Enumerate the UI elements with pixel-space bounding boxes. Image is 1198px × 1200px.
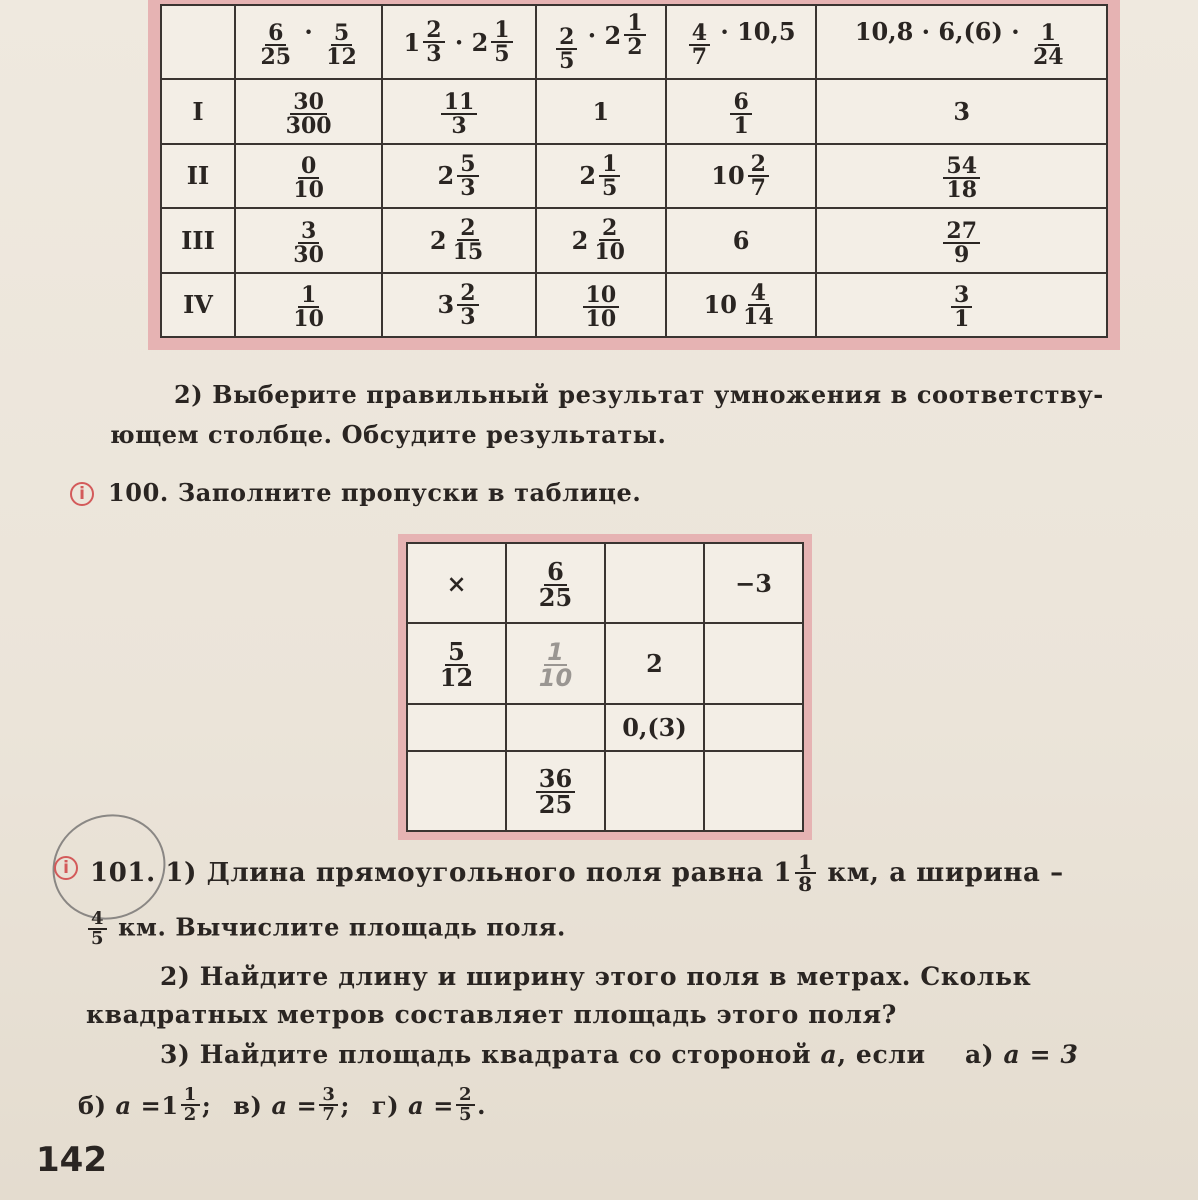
fraction	[491, 17, 512, 68]
result-cell	[382, 208, 536, 272]
cell-value: 0,(3)	[622, 712, 687, 742]
denominator: 9	[954, 241, 970, 268]
fraction	[624, 10, 645, 61]
task-101-p2-line2: квадратных метров составляет площадь этого поля?	[86, 1000, 897, 1029]
fraction	[1030, 19, 1067, 70]
numerator: 1	[544, 640, 567, 666]
fraction	[290, 282, 327, 333]
fill-table-cell	[407, 623, 506, 703]
denominator: 10	[594, 239, 625, 266]
result-cell	[666, 144, 817, 208]
cell-value	[534, 556, 577, 612]
table-row	[161, 79, 1107, 143]
table-row	[161, 208, 1107, 272]
option-v: в) a = $\frac{3}{7}$ ;	[233, 1084, 350, 1125]
fill-table-cell	[506, 623, 605, 703]
task-100-heading	[108, 478, 641, 507]
header-cell-1: $\frac{6}{25}$ · $\frac{5}{12}$	[235, 5, 382, 79]
numerator: 27	[943, 220, 980, 244]
row-label: III	[161, 208, 235, 272]
denominator: 2	[627, 34, 643, 61]
fraction	[943, 153, 980, 204]
result-value	[581, 282, 622, 333]
table-header-row	[161, 5, 1107, 79]
result-value	[437, 150, 481, 201]
whole-part: 3	[437, 290, 455, 320]
factor-b	[604, 10, 648, 61]
numerator: 2	[423, 19, 444, 43]
result-cell	[235, 273, 382, 337]
fill-table-row	[407, 751, 803, 831]
result-value	[941, 217, 982, 268]
numerator: 11	[441, 91, 478, 115]
factor-a	[554, 23, 579, 74]
numerator: 2	[457, 217, 478, 241]
result-cell	[816, 208, 1107, 272]
result-cell	[382, 273, 536, 337]
fill-table-cell	[506, 543, 605, 623]
numerator: 5	[457, 153, 478, 177]
fraction	[283, 89, 335, 140]
fill-table-cell	[605, 623, 704, 703]
task-100-number: 100.	[108, 478, 169, 507]
fraction	[689, 19, 710, 70]
numerator: 1	[1038, 22, 1059, 46]
denominator: 15	[452, 239, 484, 266]
denominator: 1	[954, 306, 970, 333]
task-101-number: 101.	[90, 858, 156, 888]
fraction	[437, 637, 476, 693]
denominator: 10	[293, 177, 324, 204]
result-cell	[235, 208, 382, 272]
numerator: 3	[951, 284, 972, 308]
task-101-mark-icon: i	[54, 856, 78, 880]
fill-table-cell	[605, 543, 704, 623]
whole-part: 10	[703, 290, 738, 320]
task-101-line1	[90, 852, 1064, 894]
numerator: 30	[290, 91, 327, 115]
denominator: 10	[538, 663, 573, 692]
denominator: 25	[260, 43, 292, 70]
factor-c	[1028, 19, 1069, 70]
cell-value	[534, 764, 577, 820]
numerator: 54	[943, 155, 980, 179]
task-100-mark-icon: i	[70, 482, 94, 506]
variable-a: a	[820, 1040, 838, 1069]
numerator: 0	[298, 155, 319, 179]
row-label: I	[161, 79, 235, 143]
denominator: 3	[426, 41, 442, 68]
fraction	[599, 150, 620, 201]
task-99-part2-line2: ющем столбце. Обсудите результаты.	[110, 420, 667, 449]
result-cell	[382, 144, 536, 208]
result-value	[711, 150, 771, 201]
row-label: II	[161, 144, 235, 208]
fill-table-cell	[407, 543, 506, 623]
denominator: 3	[460, 303, 476, 330]
task-101-line2	[86, 910, 566, 948]
fraction	[951, 282, 972, 333]
multiplication-results-table-frame	[148, 0, 1120, 350]
result-value	[571, 215, 630, 266]
header-cell-4: $\frac{4}{7}$ · 10,5	[666, 5, 817, 79]
result-value: 6	[732, 225, 750, 255]
denominator: 18	[946, 177, 978, 204]
fill-table-cell	[605, 751, 704, 831]
numerator: 1	[599, 153, 620, 177]
fraction	[257, 19, 294, 70]
cell-value	[534, 637, 577, 692]
result-value	[288, 282, 329, 333]
fraction	[450, 215, 487, 266]
table-row	[161, 144, 1107, 208]
fill-table-cell	[506, 704, 605, 751]
factor-b	[321, 19, 362, 70]
result-value	[288, 217, 329, 268]
denominator: 30	[293, 241, 324, 268]
denominator: 10	[293, 306, 324, 333]
fraction	[556, 23, 577, 74]
task-101-p2-line1: 2) Найдите длину и ширину этого поля в метрах. Скольк	[160, 962, 1032, 991]
task-101-p1-end: км. Вычислите площадь поля.	[118, 912, 566, 942]
whole-part: 2	[471, 27, 489, 57]
fraction	[740, 279, 777, 330]
result-value: 1	[592, 97, 610, 127]
numerator: 3	[298, 220, 319, 244]
cell-value: −3	[735, 568, 772, 598]
denominator: 5	[602, 174, 618, 201]
whole-part: 1	[403, 27, 421, 57]
denominator: 3	[460, 174, 476, 201]
result-cell	[666, 79, 817, 143]
numerator: 10	[583, 284, 620, 308]
denominator: 25	[538, 582, 573, 612]
cell-value	[435, 637, 478, 693]
numerator: 6	[730, 91, 751, 115]
result-value	[941, 153, 982, 204]
fill-in-table	[406, 542, 804, 832]
multiplication-results-table	[160, 4, 1108, 338]
denominator: 5	[559, 47, 575, 74]
result-value	[703, 279, 779, 330]
numerator: 5	[445, 640, 468, 666]
factor-a: 10,8	[854, 16, 914, 46]
option-b: б) a = 1 $\frac{1}{2}$ ;	[78, 1084, 212, 1125]
fraction	[536, 764, 575, 820]
fraction	[290, 153, 327, 204]
numerator: 2	[599, 217, 620, 241]
task-101-p1-mid: км, а ширина –	[827, 858, 1064, 888]
numerator: 4	[748, 282, 769, 306]
denominator: 12	[326, 43, 357, 70]
numerator: 2	[556, 26, 577, 50]
header-cell-2: 1 $\frac{2}{3}$ · 2 $\frac{1}{5}$	[382, 5, 536, 79]
denominator: 7	[691, 43, 708, 70]
factor-a	[403, 17, 446, 68]
table-row	[161, 273, 1107, 337]
result-cell	[536, 208, 666, 272]
whole-part: 2	[429, 225, 447, 255]
fill-table-cell	[704, 751, 803, 831]
denominator: 5	[494, 41, 510, 68]
denominator: 24	[1032, 43, 1064, 70]
fraction	[290, 217, 327, 268]
result-value	[728, 89, 753, 140]
fill-table-cell	[704, 704, 803, 751]
fraction	[441, 89, 478, 140]
whole-part: 2	[437, 161, 455, 191]
denominator: 7	[750, 174, 766, 201]
numerator: 1	[491, 19, 512, 43]
task-101-p3-line1: 3) Найдите площадь квадрата со стороной a, если а) a = 3	[160, 1040, 1079, 1069]
fill-in-table-frame	[398, 534, 812, 840]
numerator: 36	[536, 767, 575, 793]
task-101-width-value: $\frac{4}{5}$	[88, 910, 107, 948]
result-value	[579, 150, 622, 201]
fraction	[536, 556, 575, 612]
numerator: 4	[689, 22, 710, 46]
denominator: 25	[538, 790, 573, 820]
factor-b	[471, 17, 515, 68]
fraction	[943, 217, 980, 268]
denominator: 3	[451, 113, 467, 140]
fill-table-row	[407, 623, 803, 703]
fraction	[730, 89, 751, 140]
denominator: 14	[743, 303, 774, 330]
result-cell	[382, 79, 536, 143]
result-cell	[666, 208, 817, 272]
header-corner-cell	[161, 5, 235, 79]
whole-part: 2	[579, 161, 597, 191]
fill-table-cell	[605, 704, 704, 751]
factor-a	[687, 19, 712, 70]
cell-value: ×	[446, 568, 467, 598]
denominator: 10	[585, 306, 617, 333]
fraction	[748, 150, 769, 201]
factor-a	[255, 19, 296, 70]
result-value	[437, 279, 481, 330]
fraction	[591, 215, 628, 266]
result-value	[429, 215, 488, 266]
result-value	[439, 89, 480, 140]
result-cell	[536, 273, 666, 337]
whole-part: 2	[571, 225, 589, 255]
fill-table-cell	[407, 751, 506, 831]
whole-part: 2	[604, 20, 622, 50]
result-cell	[816, 79, 1107, 143]
fraction	[457, 279, 478, 330]
whole-part: 10	[711, 161, 745, 191]
header-cell-3: $\frac{2}{5}$ · 2 $\frac{1}{2}$	[536, 5, 666, 79]
row-label: IV	[161, 273, 235, 337]
fraction	[583, 282, 620, 333]
numerator: 2	[457, 282, 478, 306]
result-value	[288, 153, 329, 204]
fill-table-row	[407, 543, 803, 623]
factor-b: 6,(6)	[938, 16, 1003, 46]
result-value	[281, 89, 337, 140]
denominator: 12	[439, 663, 474, 693]
fraction	[536, 637, 575, 692]
fill-table-row	[407, 704, 803, 751]
fraction	[457, 150, 478, 201]
header-cell-5: 10,8 · 6,(6) · $\frac{1}{24}$	[816, 5, 1107, 79]
fill-table-cell	[704, 543, 803, 623]
option-a: а) a = 3	[964, 1040, 1079, 1069]
task-101-p1-start: 1) Длина прямоугольного поля равна	[165, 858, 764, 888]
cell-value: 2	[646, 649, 663, 679]
fill-table-cell	[506, 751, 605, 831]
task-101-p3-line2	[78, 1086, 486, 1124]
numerator: 1	[298, 284, 319, 308]
result-cell	[536, 79, 666, 143]
result-cell	[816, 273, 1107, 337]
fill-table-cell	[704, 623, 803, 703]
factor-b: 10,5	[737, 16, 796, 46]
task-100-text: Заполните пропуски в таблице.	[177, 478, 642, 507]
fill-table-cell	[407, 704, 506, 751]
fraction	[423, 17, 444, 68]
result-cell	[816, 144, 1107, 208]
numerator: 1	[624, 12, 645, 36]
option-g: г) a = $\frac{2}{5}$ .	[371, 1084, 487, 1125]
numerator: 5	[331, 22, 352, 46]
denominator: 300	[285, 113, 332, 140]
numerator: 6	[544, 560, 567, 586]
numerator: 2	[748, 153, 769, 177]
task-101-length-value: 1 $\frac{1}{8}$	[773, 852, 817, 894]
page-number: 142	[36, 1140, 107, 1180]
result-cell	[235, 144, 382, 208]
fraction	[323, 19, 360, 70]
numerator: 6	[265, 22, 286, 46]
result-value: 3	[953, 97, 971, 127]
result-cell	[536, 144, 666, 208]
result-cell	[666, 273, 817, 337]
denominator: 1	[733, 113, 749, 140]
result-value	[949, 282, 974, 333]
result-cell	[235, 79, 382, 143]
task-99-part2-line1: 2) Выберите правильный результат умножения в соответству-	[174, 380, 1104, 409]
